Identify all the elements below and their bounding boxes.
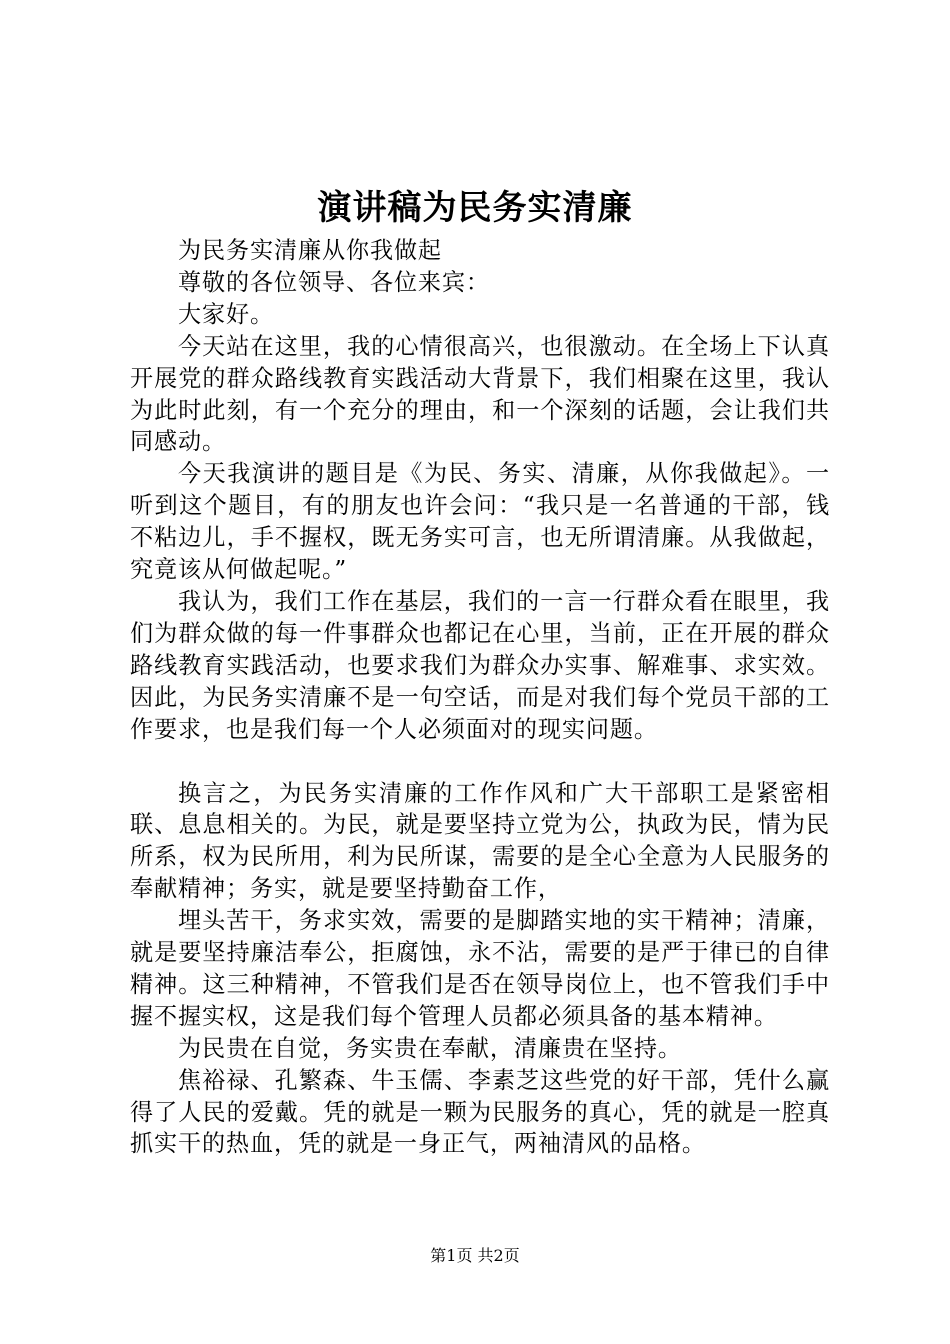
paragraph-body: 今天我演讲的题目是《为民、务实、清廉，从你我做起》。一听到这个题目，有的朋友也许会问：“我只是一名普通的干部，钱不粘边儿，手不握权，既无务实可言，也无所谓清廉。从我做起，究竟该从何做起呢。” — [130, 461, 830, 584]
paragraph-body: 为民贵在自觉，务实贵在奉献，清廉贵在坚持。 — [178, 1035, 682, 1062]
paragraph-subtitle: 为民务实清廉从你我做起 — [178, 238, 442, 264]
page-number-footer: 第1页 共2页 — [430, 1246, 520, 1265]
paragraph-greeting: 大家好。 — [178, 301, 274, 328]
paragraph-body: 埋头苦干，务求实效，需要的是脚踏实地的实干精神；清廉，就是要坚持廉洁奉公，拒腐蚀，永不沾，需要的是严于律已的自律精神。这三种精神，不管我们是否在领导岗位上，也不管我们手中握不握实权，这是我们每个管理人员都必须具备的基本精神。 — [130, 908, 830, 1030]
paragraph-salutation: 尊敬的各位领导、各位来宾： — [178, 269, 490, 296]
paragraph-body: 焦裕禄、孔繁森、牛玉儒、李素芝这些党的好干部，凭什么赢得了人民的爱戴。凭的就是一颗为民服务的真心，凭的就是一腔真抓实干的热血，凭的就是一身正气，两袖清风的品格。 — [130, 1067, 830, 1158]
document-body — [130, 236, 830, 1161]
paragraph-body: 我认为，我们工作在基层，我们的一言一行群众看在眼里，我们为群众做的每一件事群众也都记在心里，当前，正在开展的群众路线教育实践活动，也要求我们为群众办实事、解难事、求实效。因此，为民务实清廉不是一句空话，而是对我们每个党员干部的工作要求，也是我们每一个人必须面对的现实问题。 — [130, 588, 830, 743]
paragraph-body: 今天站在这里，我的心情很高兴，也很激动。在全场上下认真开展党的群众路线教育实践活动大背景下，我们相聚在这里，我认为此时此刻，有一个充分的理由，和一个深刻的话题，会让我们共同感动。 — [130, 333, 830, 456]
document-title: 演讲稿为民务实清廉 — [317, 188, 633, 228]
paragraph-body: 换言之，为民务实清廉的工作作风和广大干部职工是紧密相联、息息相关的。为民，就是要坚持立党为公，执政为民，情为民所系，权为民所用，利为民所谋，需要的是全心全意为人民服务的奉献精神；务实，就是要坚持勤奋工作， — [130, 780, 830, 903]
